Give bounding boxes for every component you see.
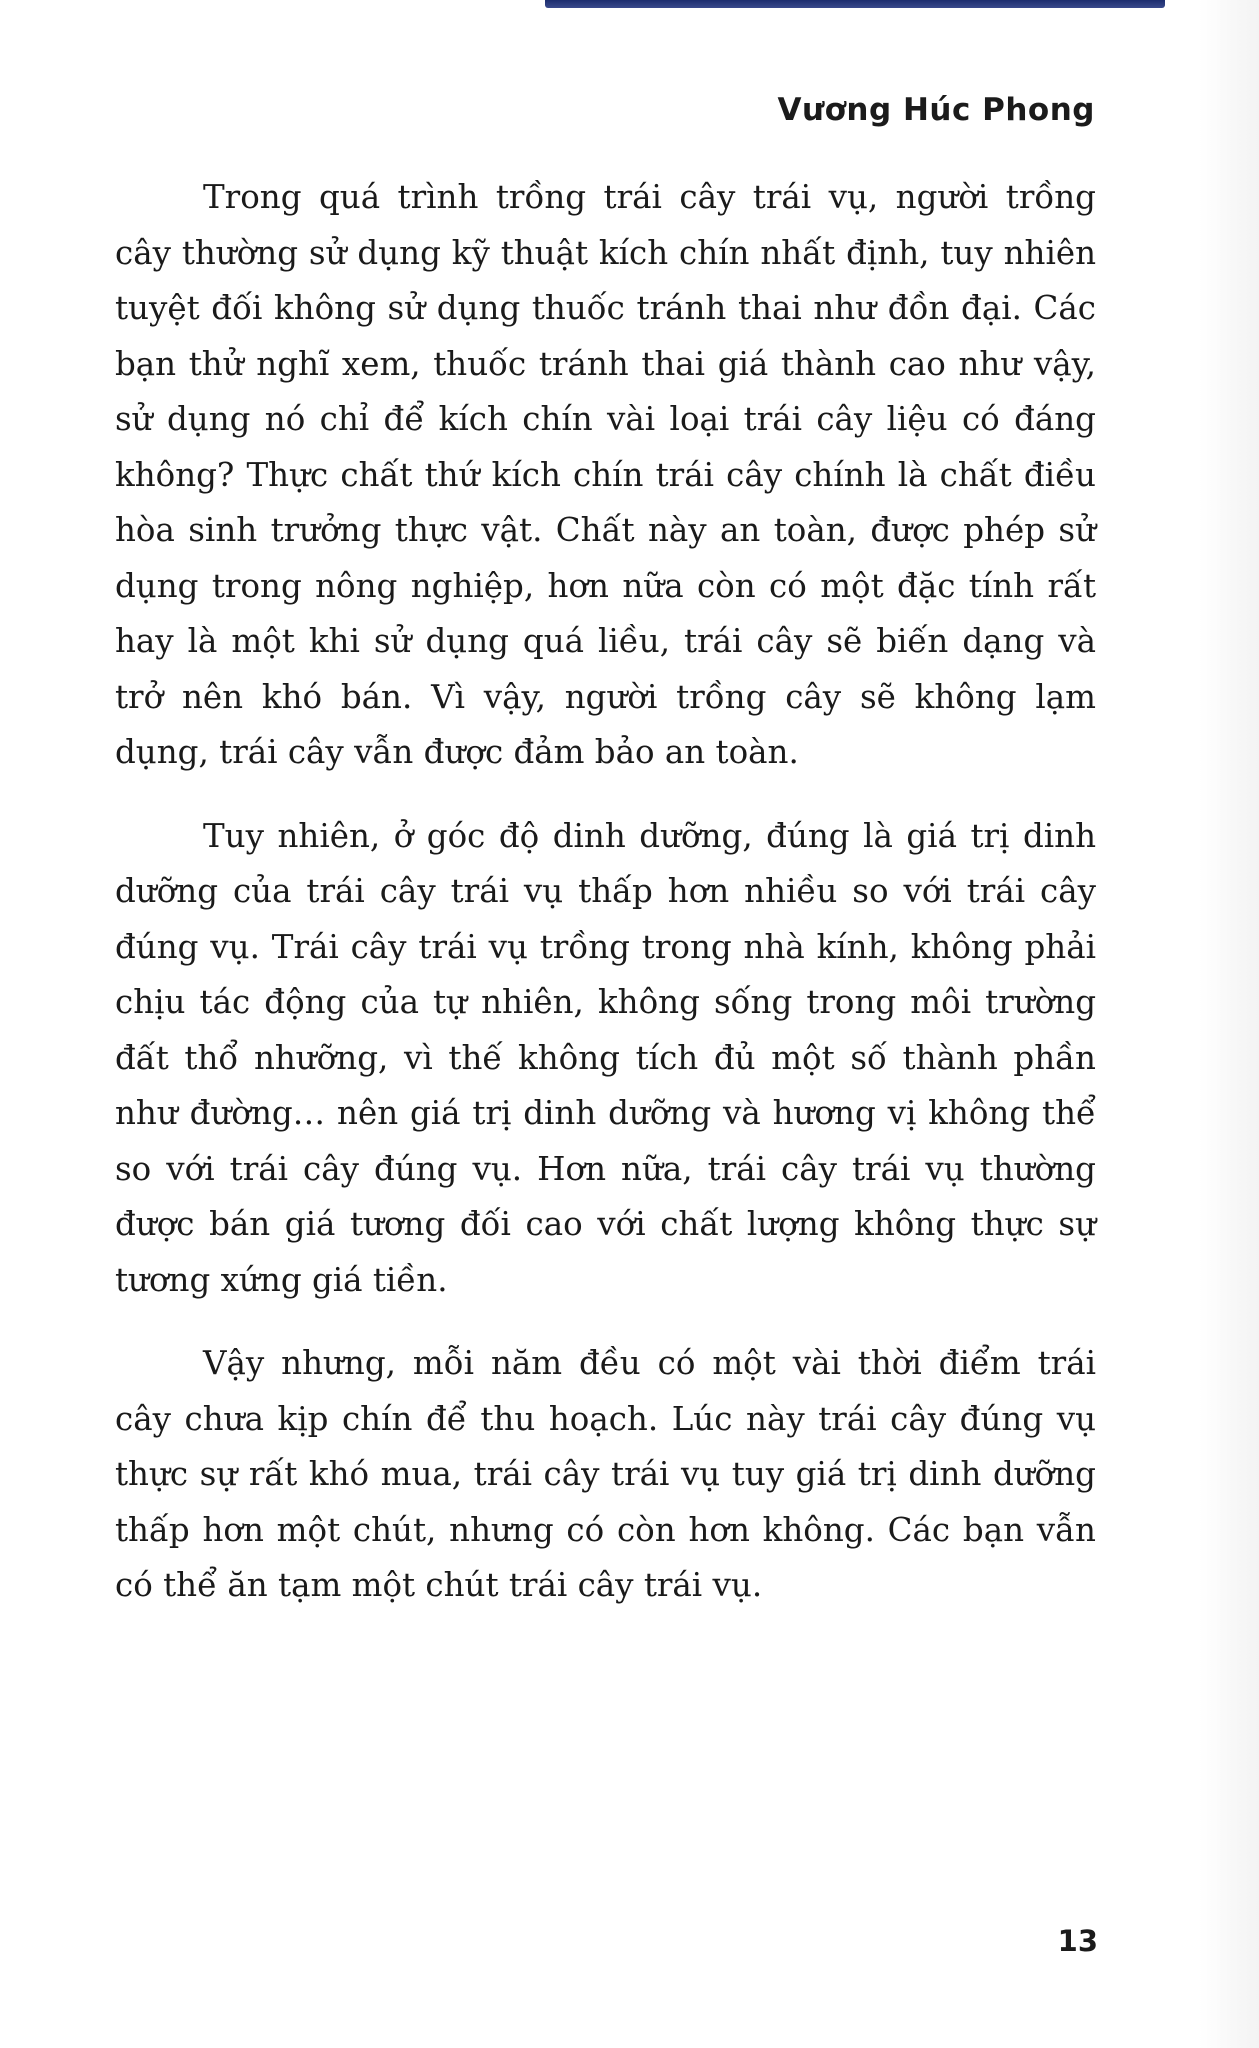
paragraph-3: Vậy nhưng, mỗi năm đều có một vài thời điểm trái cây chưa kịp chín để thu hoạch. Lúc này trái cây đúng vụ thực sự rất khó mua, trái cây trái vụ tuy giá trị dinh dưỡng thấp hơn một chút, nhưng có còn hơn không. Các bạn vẫn có thể ăn tạm một chút trái cây trái vụ.: [115, 1344, 1096, 1604]
cover-edge-band: [545, 0, 1165, 8]
body-text: [115, 170, 1096, 1614]
running-header-author: Vương Húc Phong: [777, 92, 1095, 128]
paragraph-1: Trong quá trình trồng trái cây trái vụ, người trồng cây thường sử dụng kỹ thuật kích chín nhất định, tuy nhiên tuyệt đối không sử dụng thuốc tránh thai như đồn đại. Các bạn thử nghĩ xem, thuốc tránh thai giá thành cao như vậy, sử dụng nó chỉ để kích chín vài loại trái cây liệu có đáng không? Thực chất thứ kích chín trái cây chính là chất điều hòa sinh trưởng thực vật. Chất này an toàn, được phép sử dụng trong nông nghiệp, hơn nữa còn có một đặc tính rất hay là một khi sử dụng quá liều, trái cây sẽ biến dạng và trở nên khó bán. Vì vậy, người trồng cây sẽ không lạm dụng, trái cây vẫn được đảm bảo an toàn.: [115, 178, 1096, 771]
page-edge-shadow: [1199, 0, 1259, 2048]
paragraph-2: Tuy nhiên, ở góc độ dinh dưỡng, đúng là giá trị dinh dưỡng của trái cây trái vụ thấp hơn nhiều so với trái cây đúng vụ. Trái cây trái vụ trồng trong nhà kính, không phải chịu tác động của tự nhiên, không sống trong môi trường đất thổ nhưỡng, vì thế không tích đủ một số thành phần như đường… nên giá trị dinh dưỡng và hương vị không thể so với trái cây đúng vụ. Hơn nữa, trái cây trái vụ thường được bán giá tương đối cao với chất lượng không thực sự tương xứng giá tiền.: [115, 816, 1096, 1299]
page-number: 13: [1057, 1924, 1098, 1958]
